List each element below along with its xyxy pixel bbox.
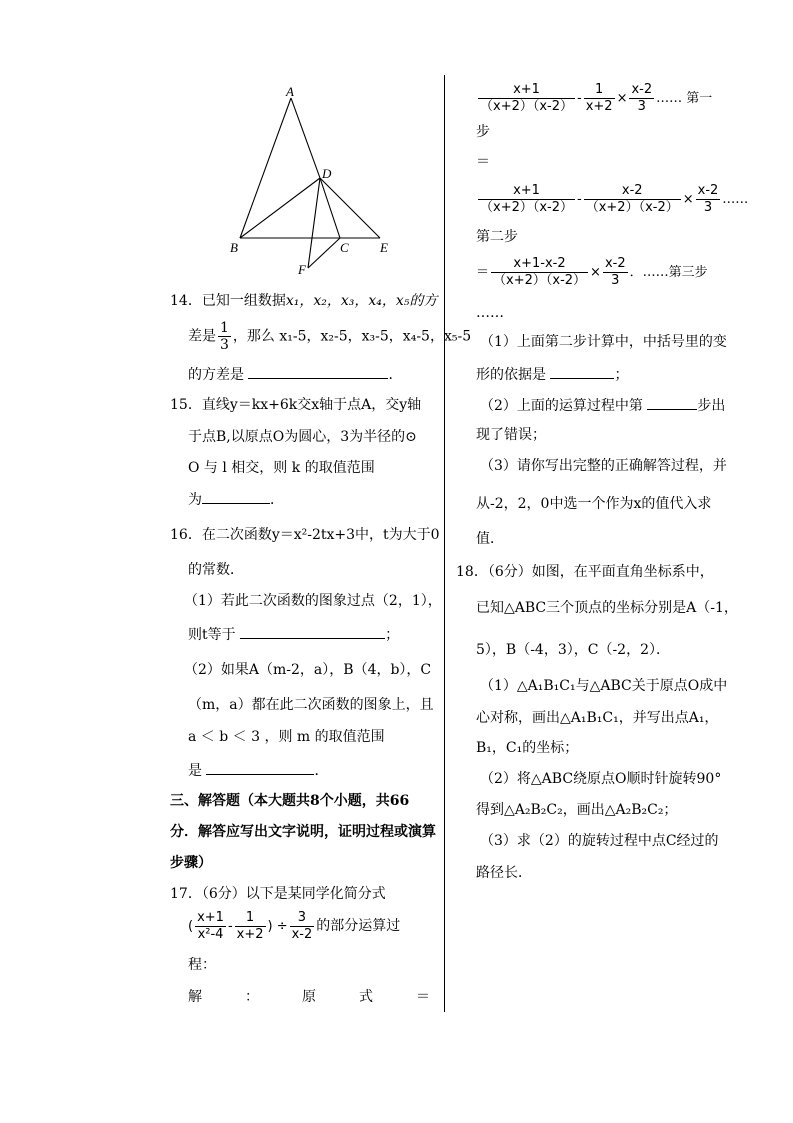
q16-p2-answer-blank[interactable] [206,762,314,775]
q18-p2-line1: （2）将△ABC绕原点O顺时针旋转90° [480,771,722,787]
q14-line2 [188,320,471,353]
q14-vars: x₁，x₂，x₃，x₄，x₅的方 [285,293,438,309]
q17-s3-line1: （3）请你写出完整的正确解答过程，并 [480,458,727,474]
q18-line1: 18．（6分）如图，在平面直角坐标系中， [456,564,714,580]
q16-p1-line2: 则t等于 ； [188,627,400,643]
q16-p2-line2: （m，a）都在此二次函数的图象上，且 [188,697,434,713]
q17-s3-line3: 值． [476,531,504,547]
q17-step2: $\frac{x+1}{(x+2)(x-2)}$ - $\frac{x-2}{(x+2)(x-2)}$ × $\frac{x-2}{3}$ …… [480,183,749,215]
q17-s2-answer-blank[interactable] [647,397,697,410]
q14-fraction: $\frac{1}{3}$ [220,320,229,353]
q15-line2: 于点B,以原点O为圆心，3为半径的⊙ [188,429,417,445]
q17-step1-label: 步 [476,124,490,140]
q16-p2-line1: （2）如果A（m-2，a），B（4，b），C [184,662,432,678]
q14-transformed: ，那么 x₁-5，x₂-5，x₃-5，x₄-5，x₅-5 [232,328,472,345]
q17-step3-dots: …… [476,305,504,321]
q18-p3-line2: 路径长． [476,865,532,881]
q17-frac3: $\frac{3}{x-2}$ [291,910,313,942]
q17-step3: ＝ $\frac{x+1-x-2}{(x+2)(x-2)}$ × $\frac{x-2}{3}$ ．……第三步 [476,256,708,288]
q17-equals: ＝ [476,154,490,170]
section3-line2: 分．解答应写出文字说明，证明过程或演算 [170,824,436,840]
q17-line4: 解 ： 原 式 ＝ [188,989,430,1005]
section3-heading: 三、解答题（本大题共8个小题，共66 [170,793,410,809]
q16-p2-line3: a ＜ b ＜ 3 ，则 m 的取值范围 [188,729,385,745]
label-A: A [286,84,294,99]
q17-line3: 程： [188,957,216,973]
label-C: C [340,240,349,255]
q14-line3: 的方差是 ． [188,367,403,383]
q17-step2-label: 第二步 [476,229,518,245]
q14-answer-blank[interactable] [248,366,388,379]
q17-frac1: $\frac{x+1}{\text{x²-4}}$ [197,910,224,942]
section3-line3: 步骤） [170,855,212,871]
triangle-figure [220,80,420,280]
q18-p2-line2: 得到△A₂B₂C₂，画出△A₂B₂C₂； [476,802,678,818]
q14-line1 [170,294,437,308]
q18-p1-line2: 心对称，画出△A₁B₁C₁，并写出点A₁， [476,710,719,726]
q18-line2: 已知△ABC三个顶点的坐标分别是A（-1， [476,600,738,616]
label-F: F [298,262,306,277]
q18-p3-line1: （3）求（2）的旋转过程中点C经过的 [480,833,719,849]
label-E: E [380,240,388,255]
q16-line1: 16．在二次函数y＝x²-2tx+3中，t为大于0 [170,527,440,543]
q17-s2-line2: 现了错误； [476,427,546,443]
q15-line3: O 与 l 相交，则 k 的取值范围 [188,460,375,476]
q16-p2-line4: 是 ． [188,763,329,779]
label-B: B [230,240,238,255]
q14-number: 14．已知一组数据 [170,293,286,309]
q17-step1: $\frac{x+1}{(x+2)(x-2)}$ - $\frac{1}{x+2}$ × $\frac{x-2}{3}$ …… 第一 [480,82,713,114]
q16-line2: 的常数． [188,562,244,578]
q17-line1: 17．（6分）以下是某同学化简分式 [170,886,386,902]
q15-line4: 为 ． [188,492,284,508]
q15-line1: 15．直线y＝kx+6k交x轴于点A，交y轴 [170,397,422,413]
q18-p1-line1: （1）△A₁B₁C₁与△ABC关于原点O成中 [480,678,728,694]
q17-s1-answer-blank[interactable] [550,366,614,379]
q18-line3: 5），B（-4，3），C（-2，2）． [476,642,670,658]
q17-frac2: $\frac{1}{x+2}$ [236,910,264,942]
q16-p1-answer-blank[interactable] [240,626,385,639]
q17-s2-line1: （2）上面的运算过程中第 步出 [480,398,726,414]
q18-p1-line3: B₁，C₁的坐标； [476,740,579,756]
label-D: D [322,166,332,181]
column-divider [444,75,445,1012]
q17-expression: ( $\frac{x+1}{\text{x²-4}}$ - $\frac{1}{x+2}$ ) ÷ $\frac{3}{x-2}$ 的部分运算过 [188,910,401,942]
q14-variance-label: 差是 [188,328,216,345]
q17-s3-line2: 从-2，2，0中选一个作为x的值代入求 [476,496,712,512]
q16-p1-line1: （1）若此二次函数的图象过点（2，1）， [184,593,442,609]
q17-s1-line1: （1）上面第二步计算中，中括号里的变 [480,334,727,350]
q17-s1-line2: 形的依据是 ； [476,367,629,383]
q15-answer-blank[interactable] [202,491,270,504]
